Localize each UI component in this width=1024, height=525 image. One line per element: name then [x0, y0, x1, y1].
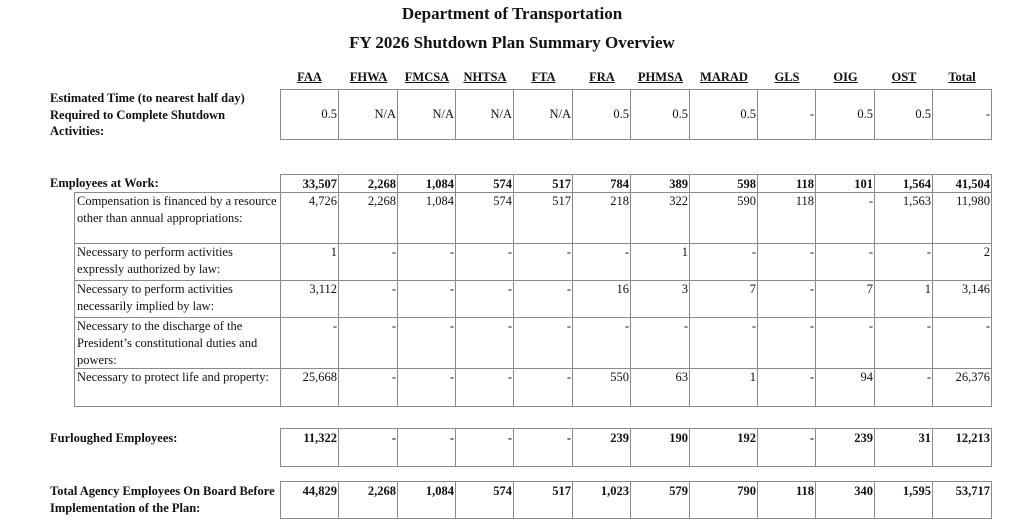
- cell-nhtsa: N/A: [456, 90, 514, 139]
- cell-marad: 7: [690, 281, 758, 317]
- cell-fta: -: [514, 318, 573, 368]
- cell-total: 26,376: [955, 370, 990, 384]
- cell-nhtsa: 574: [456, 482, 514, 518]
- cell-nhtsa: -: [456, 369, 514, 406]
- cell-fta: -: [514, 369, 573, 406]
- cell-marad: 790: [690, 482, 758, 518]
- cell-fmcsa: -: [398, 281, 456, 317]
- cell-fmcsa: N/A: [398, 90, 456, 139]
- column-header-fhwa: FHWA: [349, 70, 388, 84]
- cell-gls: -: [758, 281, 816, 317]
- cell-faa: 0.5: [280, 90, 339, 139]
- cell-nhtsa: 574: [456, 193, 514, 243]
- document-title: Department of Transportation: [401, 4, 623, 23]
- column-header-oig: OIG: [833, 70, 858, 84]
- column-header-total: Total: [948, 70, 976, 84]
- cell-gls: -: [758, 429, 816, 466]
- cell-total: 3,146: [961, 282, 990, 296]
- employees-at-work-label: Employees at Work:: [50, 176, 159, 190]
- breakdown-row-label: Necessary to perform activities necessarily implied by law:: [77, 282, 233, 313]
- cell-faa: 33,507: [280, 175, 339, 192]
- cell-ost: 1,563: [875, 193, 933, 243]
- cell-phmsa: 0.5: [631, 90, 690, 139]
- cell-gls: -: [758, 90, 816, 139]
- cell-fhwa: -: [339, 369, 398, 406]
- cell-fra: 0.5: [573, 90, 631, 139]
- cell-oig: 7: [816, 281, 875, 317]
- cell-gls: -: [758, 369, 816, 406]
- cell-fhwa: N/A: [339, 90, 398, 139]
- cell-oig: 94: [816, 369, 875, 406]
- cell-total: -: [985, 319, 990, 333]
- cell-fra: 550: [573, 369, 631, 406]
- cell-nhtsa: -: [456, 318, 514, 368]
- cell-fra: -: [573, 318, 631, 368]
- cell-faa: -: [280, 318, 339, 368]
- cell-oig: -: [816, 193, 875, 243]
- cell-fmcsa: 1,084: [398, 193, 456, 243]
- cell-fra: 218: [573, 193, 631, 243]
- cell-phmsa: 3: [631, 281, 690, 317]
- cell-fta: -: [514, 429, 573, 466]
- breakdown-row-label: Compensation is financed by a resource other than annual appropriations:: [77, 194, 277, 225]
- cell-fra: 16: [573, 281, 631, 317]
- cell-fmcsa: -: [398, 429, 456, 466]
- document-subtitle: FY 2026 Shutdown Plan Summary Overview: [349, 33, 675, 52]
- cell-oig: -: [816, 244, 875, 280]
- cell-oig: -: [816, 318, 875, 368]
- cell-fmcsa: -: [398, 318, 456, 368]
- cell-fra: 239: [573, 429, 631, 466]
- cell-nhtsa: -: [456, 244, 514, 280]
- cell-gls: 118: [758, 175, 816, 192]
- cell-phmsa: 1: [631, 244, 690, 280]
- cell-phmsa: 579: [631, 482, 690, 518]
- cell-faa: 1: [280, 244, 339, 280]
- cell-total: 41,504: [955, 177, 990, 191]
- estimated-time-label: Estimated Time (to nearest half day) Required to Complete Shutdown Activities:: [50, 91, 245, 138]
- cell-fmcsa: -: [398, 244, 456, 280]
- cell-total: 53,717: [955, 484, 990, 498]
- cell-phmsa: -: [631, 318, 690, 368]
- breakdown-row-label: Necessary to perform activities expressly authorized by law:: [77, 245, 233, 276]
- cell-fta: N/A: [514, 90, 573, 139]
- cell-fhwa: 2,268: [339, 175, 398, 192]
- cell-faa: 4,726: [280, 193, 339, 243]
- cell-gls: -: [758, 244, 816, 280]
- cell-fta: -: [514, 244, 573, 280]
- cell-oig: 0.5: [816, 90, 875, 139]
- cell-ost: -: [875, 369, 933, 406]
- cell-ost: -: [875, 318, 933, 368]
- cell-faa: 44,829: [280, 482, 339, 518]
- cell-fmcsa: -: [398, 369, 456, 406]
- total-on-board-label: Total Agency Employees On Board Before Implementation of the Plan:: [50, 484, 275, 515]
- cell-phmsa: 63: [631, 369, 690, 406]
- cell-fhwa: -: [339, 429, 398, 466]
- cell-faa: 3,112: [280, 281, 339, 317]
- cell-fmcsa: 1,084: [398, 175, 456, 192]
- cell-marad: 192: [690, 429, 758, 466]
- cell-fhwa: -: [339, 244, 398, 280]
- cell-ost: 1: [875, 281, 933, 317]
- employees-at-work-row: [280, 174, 992, 193]
- column-header-gls: GLS: [774, 70, 800, 84]
- cell-fra: 1,023: [573, 482, 631, 518]
- cell-fra: 784: [573, 175, 631, 192]
- cell-fta: -: [514, 281, 573, 317]
- cell-total: -: [985, 107, 990, 121]
- cell-total: 11,980: [956, 194, 990, 208]
- cell-ost: 31: [875, 429, 933, 466]
- column-header-phmsa: PHMSA: [637, 70, 684, 84]
- cell-nhtsa: -: [456, 281, 514, 317]
- cell-total: 2: [983, 245, 990, 259]
- cell-fta: 517: [514, 193, 573, 243]
- cell-phmsa: 322: [631, 193, 690, 243]
- cell-faa: 11,322: [280, 429, 339, 466]
- cell-faa: 25,668: [280, 369, 339, 406]
- cell-gls: 118: [758, 193, 816, 243]
- column-header-fmcsa: FMCSA: [404, 70, 450, 84]
- cell-gls: 118: [758, 482, 816, 518]
- cell-nhtsa: -: [456, 429, 514, 466]
- cell-fta: 517: [514, 482, 573, 518]
- cell-fra: -: [573, 244, 631, 280]
- breakdown-row-label: Necessary to protect life and property:: [77, 370, 269, 384]
- cell-marad: 598: [690, 175, 758, 192]
- furloughed-label: Furloughed Employees:: [50, 431, 178, 445]
- total-on-board-row: [280, 481, 992, 519]
- cell-ost: 1,595: [875, 482, 933, 518]
- column-header-fra: FRA: [589, 70, 615, 84]
- cell-fhwa: -: [339, 318, 398, 368]
- cell-ost: 1,564: [875, 175, 933, 192]
- cell-total: 12,213: [955, 431, 990, 445]
- column-header-faa: FAA: [297, 70, 322, 84]
- cell-ost: 0.5: [875, 90, 933, 139]
- cell-ost: -: [875, 244, 933, 280]
- cell-nhtsa: 574: [456, 175, 514, 192]
- cell-fhwa: 2,268: [339, 193, 398, 243]
- cell-fta: 517: [514, 175, 573, 192]
- estimated-time-row: [280, 89, 992, 140]
- cell-fhwa: -: [339, 281, 398, 317]
- cell-oig: 239: [816, 429, 875, 466]
- column-header-nhtsa: NHTSA: [463, 70, 507, 84]
- breakdown-row-label: Necessary to the discharge of the President’s constitutional duties and powers:: [77, 319, 258, 367]
- cell-marad: -: [690, 318, 758, 368]
- cell-oig: 340: [816, 482, 875, 518]
- cell-marad: -: [690, 244, 758, 280]
- column-header-ost: OST: [891, 70, 917, 84]
- cell-phmsa: 190: [631, 429, 690, 466]
- cell-fmcsa: 1,084: [398, 482, 456, 518]
- cell-marad: 590: [690, 193, 758, 243]
- furloughed-row: [280, 428, 992, 467]
- cell-marad: 0.5: [690, 90, 758, 139]
- cell-fhwa: 2,268: [339, 482, 398, 518]
- cell-gls: -: [758, 318, 816, 368]
- cell-oig: 101: [816, 175, 875, 192]
- column-header-marad: MARAD: [700, 70, 748, 84]
- column-header-fta: FTA: [531, 70, 556, 84]
- cell-phmsa: 389: [631, 175, 690, 192]
- cell-marad: 1: [690, 369, 758, 406]
